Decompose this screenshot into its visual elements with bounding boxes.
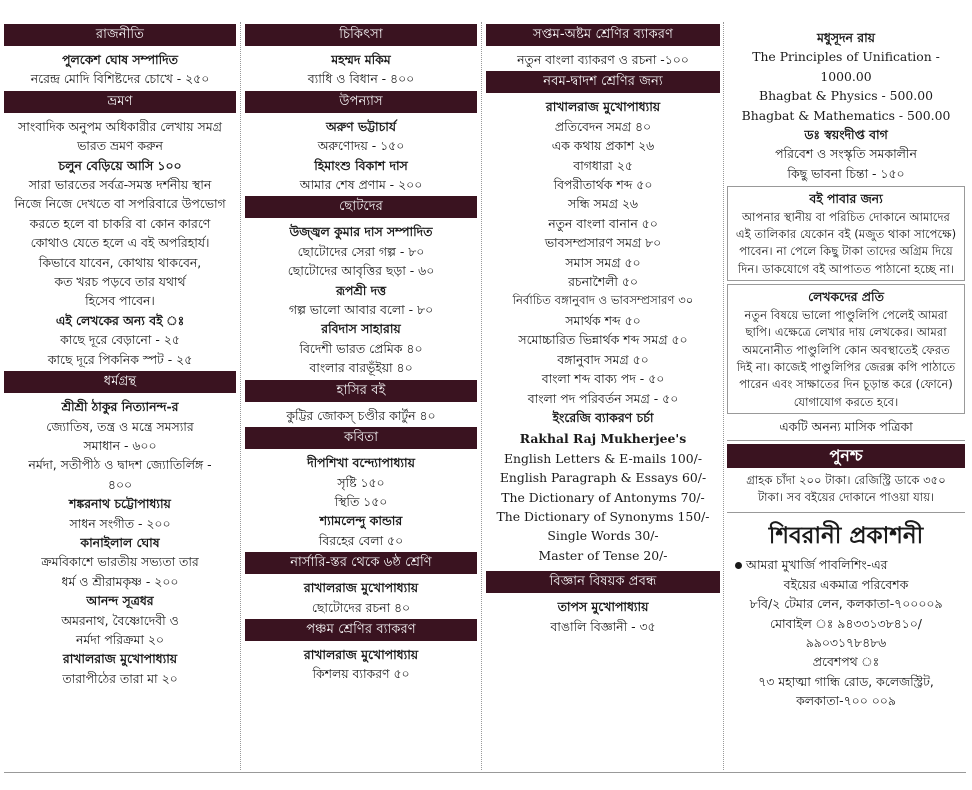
desc-line: হিসেব পাবেন। [85, 293, 155, 309]
book-entry: বিদেশী ভারত প্রেমিক ৪০ [299, 340, 423, 356]
bullet-icon [735, 562, 742, 569]
column-1 [4, 22, 236, 688]
english-grammar-heading: ইংরেজি ব্যাকরণ চর্চা [552, 409, 654, 425]
author: উজ্জ্বল কুমার দাস সম্পাদিত [289, 224, 433, 240]
english-book-entry: The Dictionary of Antonyms 70/- [501, 489, 705, 505]
book-entry: কুট্টির জোকস্‌ চণ্ডীর কার্টুন ৪০ [286, 407, 436, 423]
box-title: লেখকদের প্রতি [808, 289, 884, 305]
book-entry: এক কথায় প্রকাশ ২৬ [551, 138, 655, 154]
column-2 [245, 22, 477, 684]
box-line: নতুন বিষয়ে ভালো পাণ্ডুলিপি পেলেই আমরা [744, 307, 948, 322]
author: দীপশিখা বন্দ্যোপাধ্যায় [307, 455, 415, 471]
book-entry: ধর্ম ও শ্রীরামকৃষ্ণ - ২০০ [61, 573, 179, 589]
book-entry: স্থিতি ১৫০ [334, 493, 388, 509]
book-entry: নর্মদা, সতীপীঠ ও দ্বাদশ জ্যোতির্লিঙ্গ - [28, 457, 212, 473]
intro-line: ভারত ভ্রমণ করুন [77, 138, 163, 154]
distributor-line [729, 555, 963, 574]
english-book-entry: Master of Tense 20/- [538, 547, 668, 563]
author: শ্যামলেন্দু কান্ডার [319, 513, 403, 529]
distributor-text: আমরা মুখার্জি পাবলিশিং-এর [746, 557, 888, 573]
subscription-line: গ্রাহক চাঁদা ২০০ টাকা। রেজিস্ট্রি ডাকে ৩৫০ [746, 472, 946, 487]
book-entry: জ্যোতিষ, তন্ত্র ও মন্ত্রে সমস্যার [46, 418, 194, 434]
book-entry: অমরনাথ, বৈষ্ণোদেবী ও [61, 612, 179, 628]
box-line: আপনার স্থানীয় বা পরিচিত দোকানে আমাদের [742, 209, 950, 224]
english-book-entry: 1000.00 [820, 68, 872, 84]
phone-line: ৯৯০৩১৭৮৪৮৬ [805, 634, 887, 650]
book-entry: কাছে দূরে পিকনিক স্পট - ২৫ [47, 351, 193, 367]
intro-line: সাংবাদিক অনুপম অধিকারীর লেখায় সমগ্র [18, 118, 222, 134]
desc-line: কত খরচ পড়বে তার যথার্থ [54, 274, 186, 290]
section-header-humor: হাসির বই [245, 380, 477, 402]
book-title: চলুন বেড়িয়ে আসি ১০০ [58, 157, 182, 173]
magazine-tagline: একটি অনন্য মাসিক পত্রিকা [779, 419, 913, 435]
desc-line: নিজে নিজে দেখতে বা সপরিবারে উপভোগ [14, 196, 226, 212]
book-entry: ব্যাধি ও বিধান - ৪০০ [307, 71, 415, 87]
author: ডঃ স্বয়ংদীপ্ত বাগ [804, 127, 888, 143]
address-line: ৭৩ মহাত্মা গান্ধি রোড, কলেজস্ট্রিট, [758, 673, 934, 689]
box-line: পাবেন। না পেলে কিছু টাকা তাদের অগ্রিম দিয়ে [739, 244, 953, 259]
section-header-class9-12: নবম-দ্বাদশ শ্রেণির জন্য [486, 71, 720, 93]
author: মহম্মদ মকিম [331, 52, 391, 67]
entrance-label: প্রবেশপথ ঃ [812, 654, 880, 670]
author: অরুণ ভট্টাচার্য [325, 118, 397, 134]
book-entry: বাংলা শব্দ বাক্য পদ - ৫০ [541, 371, 665, 387]
book-entry: নির্বাচিত বঙ্গানুবাদ ও ভাবসম্প্রসারণ ৩০ [512, 293, 694, 308]
book-entry: প্রতিবেদন সমগ্র ৪০ [554, 118, 652, 134]
section-header-novel: উপন্যাস [245, 91, 477, 113]
box-line: পারেন এবং সাক্ষাতের দিন চূড়ান্ত করে (ফোনে) [739, 377, 953, 392]
column-divider [481, 22, 482, 770]
box-line: দিন। ডাকযোগে বই আপাতত পাঠানো হচ্ছে না। [737, 261, 955, 276]
book-entry: ছোটোদের সেরা গল্প - ৮০ [297, 243, 425, 259]
english-book-entry: Single Words 30/- [547, 528, 659, 544]
book-entry: নতুন বাংলা ব্যাকরণ ও রচনা -১০০ [517, 52, 689, 67]
box-line: যোগাযোগ করতে হবে। [793, 394, 899, 409]
author: তাপস মুখোপাধ্যায় [557, 599, 649, 615]
author: রাখালরাজ মুখোপাধ্যায় [303, 646, 419, 662]
column-4 [727, 22, 965, 716]
english-book-entry: The Dictionary of Synonyms 150/- [496, 508, 710, 524]
book-entry: বাংলা পদ পরিবর্তন সমগ্র - ৫০ [527, 390, 679, 406]
english-book-entry: Bhagbat & Physics - 500.00 [759, 88, 933, 104]
box-line: অমনোনীত পাণ্ডুলিপি কোন অবস্থাতেই ফেরত [742, 342, 950, 357]
book-entry: নতুন বাংলা বানান ৫০ [548, 215, 658, 231]
book-entry: ছোটোদের রচনা ৪০ [311, 599, 411, 615]
section-header-politics: রাজনীতি [4, 24, 236, 46]
address-line: কলকাতা-৭০০ ০০৯ [796, 693, 896, 709]
book-entry: সন্ধি সমগ্র ২৬ [568, 196, 638, 212]
author: আনন্দ সূত্রধর [86, 593, 154, 609]
section-header-poetry: কবিতা [245, 427, 477, 449]
book-entry: সমোচ্চারিত ভিন্নার্থক শব্দ সমগ্র ৫০ [518, 332, 688, 348]
box-line: দিই না। কাজেই পাণ্ডুলিপির জেরক্স কপি পাঠাতে [736, 359, 956, 374]
author: রবিদাস সাহারায় [321, 321, 401, 337]
distributor-text: বইয়ের একমাত্র পরিবেশক [783, 576, 909, 592]
author: শ্রীশ্রী ঠাকুর নিত্যানন্দ-র [61, 399, 179, 415]
book-entry: বঙ্গানুবাদ সমগ্র ৫০ [557, 351, 649, 367]
book-entry: আমার শেষ প্রণাম - ২০০ [299, 177, 423, 193]
english-author: Rakhal Raj Mukherjee's [519, 431, 687, 447]
box-line: এই তালিকার যেকোন বই (মজুত থাকা সাপেক্ষে) [735, 227, 957, 242]
author: রাখালরাজ মুখোপাধ্যায় [62, 651, 178, 667]
how-to-get-books-box [727, 186, 965, 281]
book-entry: সমাধান - ৬০০ [83, 437, 157, 453]
section-header-travel: ভ্রমণ [4, 91, 236, 113]
column-divider [723, 22, 724, 770]
book-entry: সৃষ্টি ১৫০ [337, 474, 385, 490]
book-entry: সমাস সমগ্র ৫০ [565, 254, 641, 270]
book-entry: গল্প ভালো আবার বলো - ৮০ [288, 302, 434, 318]
english-book-entry: English Letters & E-mails 100/- [503, 450, 703, 466]
more-books-label: এই লেখকের অন্য বই ঃ [55, 312, 185, 328]
author: কানাইলাল ঘোষ [80, 534, 160, 550]
section-header-religion: ধর্মগ্রন্থ [4, 371, 236, 393]
book-entry: কাছে দূরে বেড়ানো - ২৫ [60, 332, 180, 348]
subscription-line: টাকা। সব বইয়ের দোকানে পাওয়া যায়। [757, 489, 935, 504]
address-line: ৮বি/২ টেমার লেন, কলকাতা-৭০০০০৯ [749, 596, 943, 612]
desc-line: কিভাবে যাবেন, কোথায় থাকবেন, [38, 254, 202, 270]
column-divider [240, 22, 241, 770]
section-header-science-essays: বিজ্ঞান বিষয়ক প্রবন্ধ [486, 571, 720, 593]
to-authors-box [727, 284, 965, 414]
column-3 [486, 22, 720, 636]
book-entry: নরেন্দ্র মোদি বিশিষ্টদের চোখে - ২৫০ [30, 71, 210, 87]
book-entry: রচনাশৈলী ৫০ [568, 274, 638, 290]
book-entry: বাগধারা ২৫ [573, 157, 633, 173]
author: হিমাংশু বিকাশ দাস [314, 157, 408, 173]
book-entry: ৪০০ [107, 476, 133, 492]
book-entry: পরিবেশ ও সংস্কৃতি সমকালীন [775, 146, 917, 162]
book-entry: কিছু ভাবনা চিন্তা - ১৫০ [787, 165, 905, 181]
english-book-entry: The Principles of Unification - [752, 49, 940, 65]
book-entry: বিপরীতার্থক শব্দ ৫০ [553, 177, 653, 193]
divider [727, 440, 965, 441]
book-entry: অরুণোদয় - ১৫০ [317, 138, 405, 154]
author: রাখালরাজ মুখোপাধ্যায় [303, 580, 419, 596]
publisher-name: শিবরানী প্রকাশনী [768, 523, 924, 550]
book-entry: ক্রমবিকাশে ভারতীয় সভ্যতা তার [41, 554, 199, 570]
section-header-children: ছোটদের [245, 196, 477, 218]
section-header-medicine: চিকিৎসা [245, 24, 477, 46]
author: রাখালরাজ মুখোপাধ্যায় [545, 99, 661, 115]
book-entry: নর্মদা পরিক্রমা ২০ [76, 631, 164, 647]
english-book-entry: English Paragraph & Essays 60/- [499, 470, 707, 486]
book-entry: ভাবসম্প্রসারণ সমগ্র ৮০ [544, 235, 662, 251]
desc-line: কোথাও যেতে হলে এ বই অপরিহার্য। [30, 235, 210, 251]
publisher-box [727, 512, 965, 712]
author: রূপশ্রী দত্ত [335, 282, 386, 298]
desc-line: করতে হলে বা চাকরি বা কোন কারণে [29, 215, 211, 231]
bottom-rule [4, 772, 966, 773]
section-header-class7-8-grammar: সপ্তম-অষ্টম শ্রেণির ব্যাকরণ [486, 24, 720, 46]
author: মধুসূদন রায় [817, 30, 875, 45]
book-entry: ছোটোদের আবৃত্তির ছড়া - ৬০ [287, 263, 435, 279]
book-entry: সমার্থক শব্দ ৫০ [565, 312, 641, 328]
book-entry: বিরহের বেলা ৫০ [318, 532, 404, 548]
section-header-nursery: নার্সারি-স্তর থেকে ৬ষ্ঠ শ্রেণি [245, 552, 477, 574]
english-book-entry: Bhagbat & Mathematics - 500.00 [741, 107, 951, 123]
book-entry: বাংলার বারভূঁইয়া ৪০ [309, 360, 413, 376]
book-entry: বাঙালি বিজ্ঞানী - ৩৫ [550, 618, 656, 634]
author: শঙ্করনাথ চট্টোপাধ্যায় [69, 496, 171, 512]
book-entry: কিশলয় ব্যাকরণ ৫০ [312, 666, 410, 682]
author: পুলকেশ ঘোষ সম্পাদিত [62, 52, 178, 67]
magazine-header: পুনশ্চ [727, 444, 965, 468]
phone-line: মোবাইল ঃ ৯৪৩৩১৩৮৪১০/ [770, 615, 922, 631]
box-line: ছাপি। এক্ষেত্রে লেখার দায় লেখকের। আমরা [745, 325, 947, 340]
book-entry: সাধন সংগীত - ২০০ [69, 515, 171, 531]
box-title: বই পাবার জন্য [809, 191, 883, 207]
desc-line: সারা ভারতের সর্বত্র-সমস্ত দর্শনীয় স্থান [28, 177, 212, 193]
section-header-class5-grammar: পঞ্চম শ্রেণির ব্যাকরণ [245, 619, 477, 641]
book-entry: তারাপীঠের তারা মা ২০ [62, 670, 178, 686]
